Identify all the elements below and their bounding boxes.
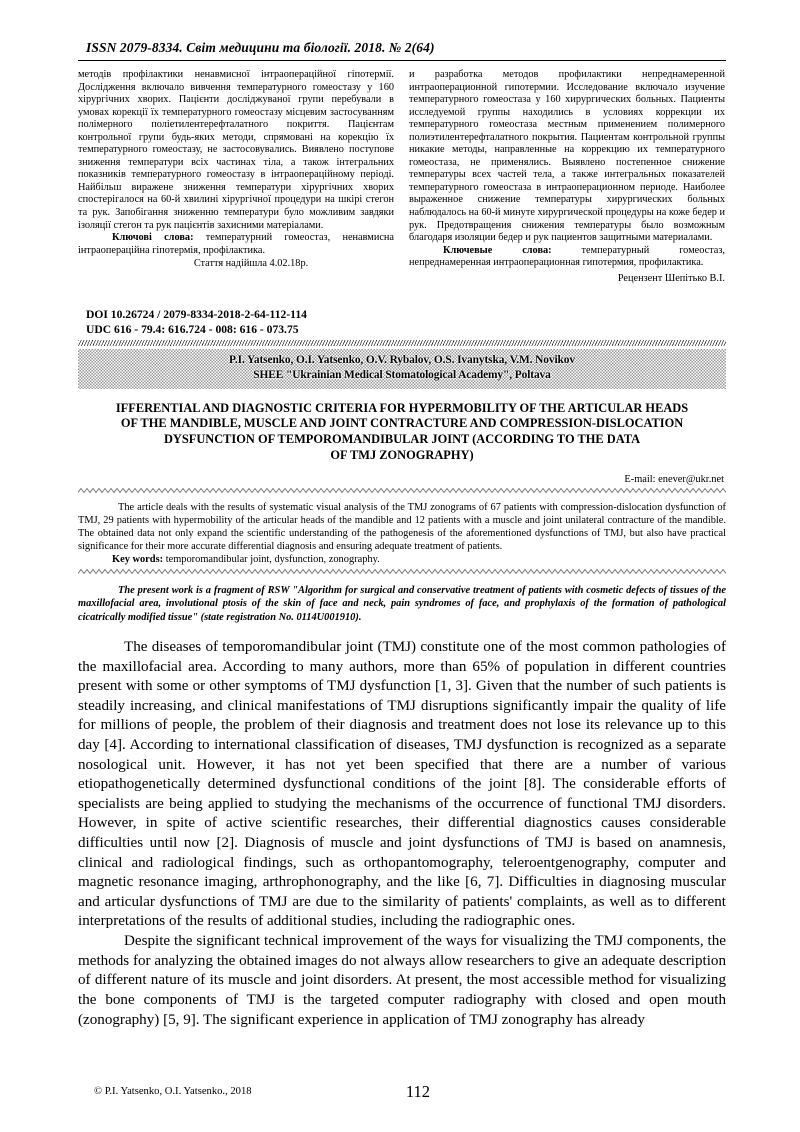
- copyright-notice: © P.I. Yatsenko, O.I. Yatsenko., 2018: [94, 1086, 252, 1097]
- keywords-label-ua: Ключові слова:: [112, 232, 194, 244]
- wavy-divider-below-keywords: [78, 568, 726, 575]
- abstract-column-ukrainian: [78, 69, 394, 285]
- abstract-ua-body: методів профілактики ненавмисної інтраопераційної гіпотермії. Дослідження включало вивчення температурного гомеостазу у 160 хірургічних хворих. Пацієнти досліджуваної групи перебували в умовах корекції їх температурного гомеостазу місцевим застосуванням полімерного поліетилентерефталатного покриття. Пацієнтам контрольної групи будь-яких методи, спрямовані на корекцію їх температурного гомеостазу, не застосовувались. Виявлено поступове зниження температури всіх частинах тіла, а також інтегральних показників температурного гомеостазу в інтраопераційному періоді. Найбільш виражене зниження температури хірургічних хворих спостерігалося на 60-й хвилині хірургічної процедури на шкірі стегон та рук. Запобігання зниженню температури було можливим завдяки ізоляції стегон та рук пацієнтів захисними матеріалами.: [78, 69, 394, 231]
- article-body: [78, 638, 726, 1030]
- funding-note: The present work is a fragment of RSW "Algorithm for surgical and conservative treatment of patients with cosmetic defects of tissues of the maxillofacial area, involutional ptosis of the skin of face and neck, pain syndromes of face, and prophylaxis of the formation of pathological cicatrically modified tissue" (state registration No. 0114U001910).: [78, 585, 726, 623]
- title-line-4: OF TMJ ZONOGRAPHY): [330, 448, 474, 463]
- page-title: [78, 401, 726, 465]
- bilingual-abstract-block: [78, 69, 726, 285]
- keywords-text-ua: температурний гомеостаз, ненавмисна інтраопераційна гіпотермія, профілактика.: [78, 232, 394, 256]
- author-banner: [78, 349, 726, 388]
- title-line-2: OF THE MANDIBLE, MUSCLE AND JOINT CONTRACTURE AND COMPRESSION-DISLOCATION: [120, 416, 684, 431]
- keywords-text-ru: температурный гомеостаз, непреднамеренная интраоперационная гипотермия, профилактика.: [409, 244, 726, 269]
- page-number: 112: [405, 1082, 431, 1101]
- keywords-text-en: temporomandibular joint, dysfunction, zonography.: [163, 554, 380, 566]
- doi-line: DOI 10.26724 / 2079-8334-2018-2-64-112-114: [86, 308, 307, 322]
- author-names: P.I. Yatsenko, O.I. Yatsenko, O.V. Rybalov, O.S. Ivanytska, V.M. Novikov: [229, 354, 575, 367]
- udc-line: UDC 616 - 79.4: 616.724 - 008: 616 - 073.75: [86, 323, 299, 337]
- abstract-column-russian: [409, 69, 725, 285]
- abstract-en-keywords: [78, 553, 726, 566]
- abstract-en-body: The article deals with the results of systematic visual analysis of the TMJ zonograms of 67 patients with compression-dislocation dysfunction of TMJ, 29 patients with hypermobility of the articular heads of the mandible and 12 patients with a muscle and joint unilateral contracture of the mandible. The obtained data not only expand the scientific understanding of the pathogenesis of the aforementioned dysfunctions of TMJ, but also have practical significance for their more accurate differential diagnosis and ensuring adequate treatment of patients.: [78, 502, 726, 553]
- page-footer: [78, 1082, 740, 1104]
- abstract-english: [78, 501, 726, 566]
- title-line-3: DYSFUNCTION OF TEMPOROMANDIBULAR JOINT (ACCORDING TO THE DATA: [163, 432, 641, 447]
- abstract-ru-keywords: [409, 245, 725, 270]
- wavy-divider-above-abstract: [78, 487, 726, 494]
- abstract-ua-keywords: [78, 232, 394, 257]
- title-line-1: IFFERENTIAL AND DIAGNOSTIC CRITERIA FOR HYPERMOBILITY OF THE ARTICULAR HEADS: [115, 400, 689, 415]
- page-content: [78, 40, 726, 1030]
- running-head: ISSN 2079-8334. Світ медицини та біології. 2018. № 2(64): [86, 40, 435, 55]
- submission-date: Стаття надійшла 4.02.18р.: [193, 258, 309, 270]
- body-paragraph-1: The diseases of temporomandibular joint (TMJ) constitute one of the most common pathologies of the maxillofacial area. According to many authors, more than 65% of population in different countries present with some or other symptoms of TMJ dysfunction [1, 3]. Given that the number of such patients is steadily increasing, and clinical manifestations of TMJ disruptions significantly impair the quality of life for millions of people, the problem of their diagnosis and treatment does not lose its relevance up to this day [4]. According to international classification of diseases, TMJ dysfunction is recognized as a separate nosological unit. However, it has not yet been specified that there are a number of various etiopathogenetically determined dysfunctional conditions of the joint [8]. The considerable efforts of specialists are being applied to studying the mechanisms of the occurrence of functional TMJ disorders. However, in spite of active scientific researches, their differential diagnostics causes considerable difficulties until now [2]. Diagnosis of muscle and joint dysfunctions of TMJ is based on anamnesis, clinical and radiological findings, such as orthopantomography, teleroentgenography, computer and magnetic resonance imaging, arthrophonography, and the like [6, 7]. Difficulties in diagnosing muscular and articular dysfunctions of TMJ are due to the similarity of patients' complaints, as well as to different interpretations of the results of additional studies, including the radiographic ones.: [78, 638, 726, 930]
- keywords-label-ru: Ключевые слова:: [443, 244, 552, 256]
- contact-email: E-mail: enever@ukr.net: [624, 474, 724, 486]
- author-affiliation: SHEE "Ukrainian Medical Stomatological Academy", Poltava: [253, 369, 551, 382]
- reviewer-line: Рецензент Шепітько В.І.: [617, 272, 725, 284]
- abstract-ru-body: и разработка методов профилактики непреднамеренной интраоперационной гипотермии. Исследование включало изучение температурного гомеостаза у 160 хирургических больных. Пациенты исследуемой группы находились в условиях коррекции их температурного гомеостаза местным применением полимерного полиэтилентерефталатного покрытия. Пациентам контрольной группы никакие методы, направленные на коррекцию их температурного гомеостаза, не применялись. Выявлено постепенное снижение температуры всех частей тела, а также интегральных показателей температурного гомеостаза в интраоперационном периоде. Наиболее выраженное снижение температуры хирургических больных наблюдалось на 60-й минуте хирургической процедуры на коже бедер и рук. Предотвращения снижения температуры было возможным благодаря изоляции бедер и рук пациентов защитными материалами.: [409, 69, 725, 244]
- keywords-label-en: Key words:: [112, 554, 164, 566]
- body-paragraph-2: Despite the significant technical improvement of the ways for visualizing the TMJ components, the methods for analyzing the obtained images do not always allow researchers to give an adequate description of different nature of its muscle and joint disorders. At present, the most accessible method for visualizing the bone components of TMJ is the targeted computer radiography with closed and open mouth (zonography) [5, 9]. The significant experience in application of TMJ zonography has already: [78, 933, 726, 1028]
- header-rule: [78, 60, 726, 63]
- hatched-divider-top: [78, 340, 726, 346]
- identifier-block: [78, 307, 726, 337]
